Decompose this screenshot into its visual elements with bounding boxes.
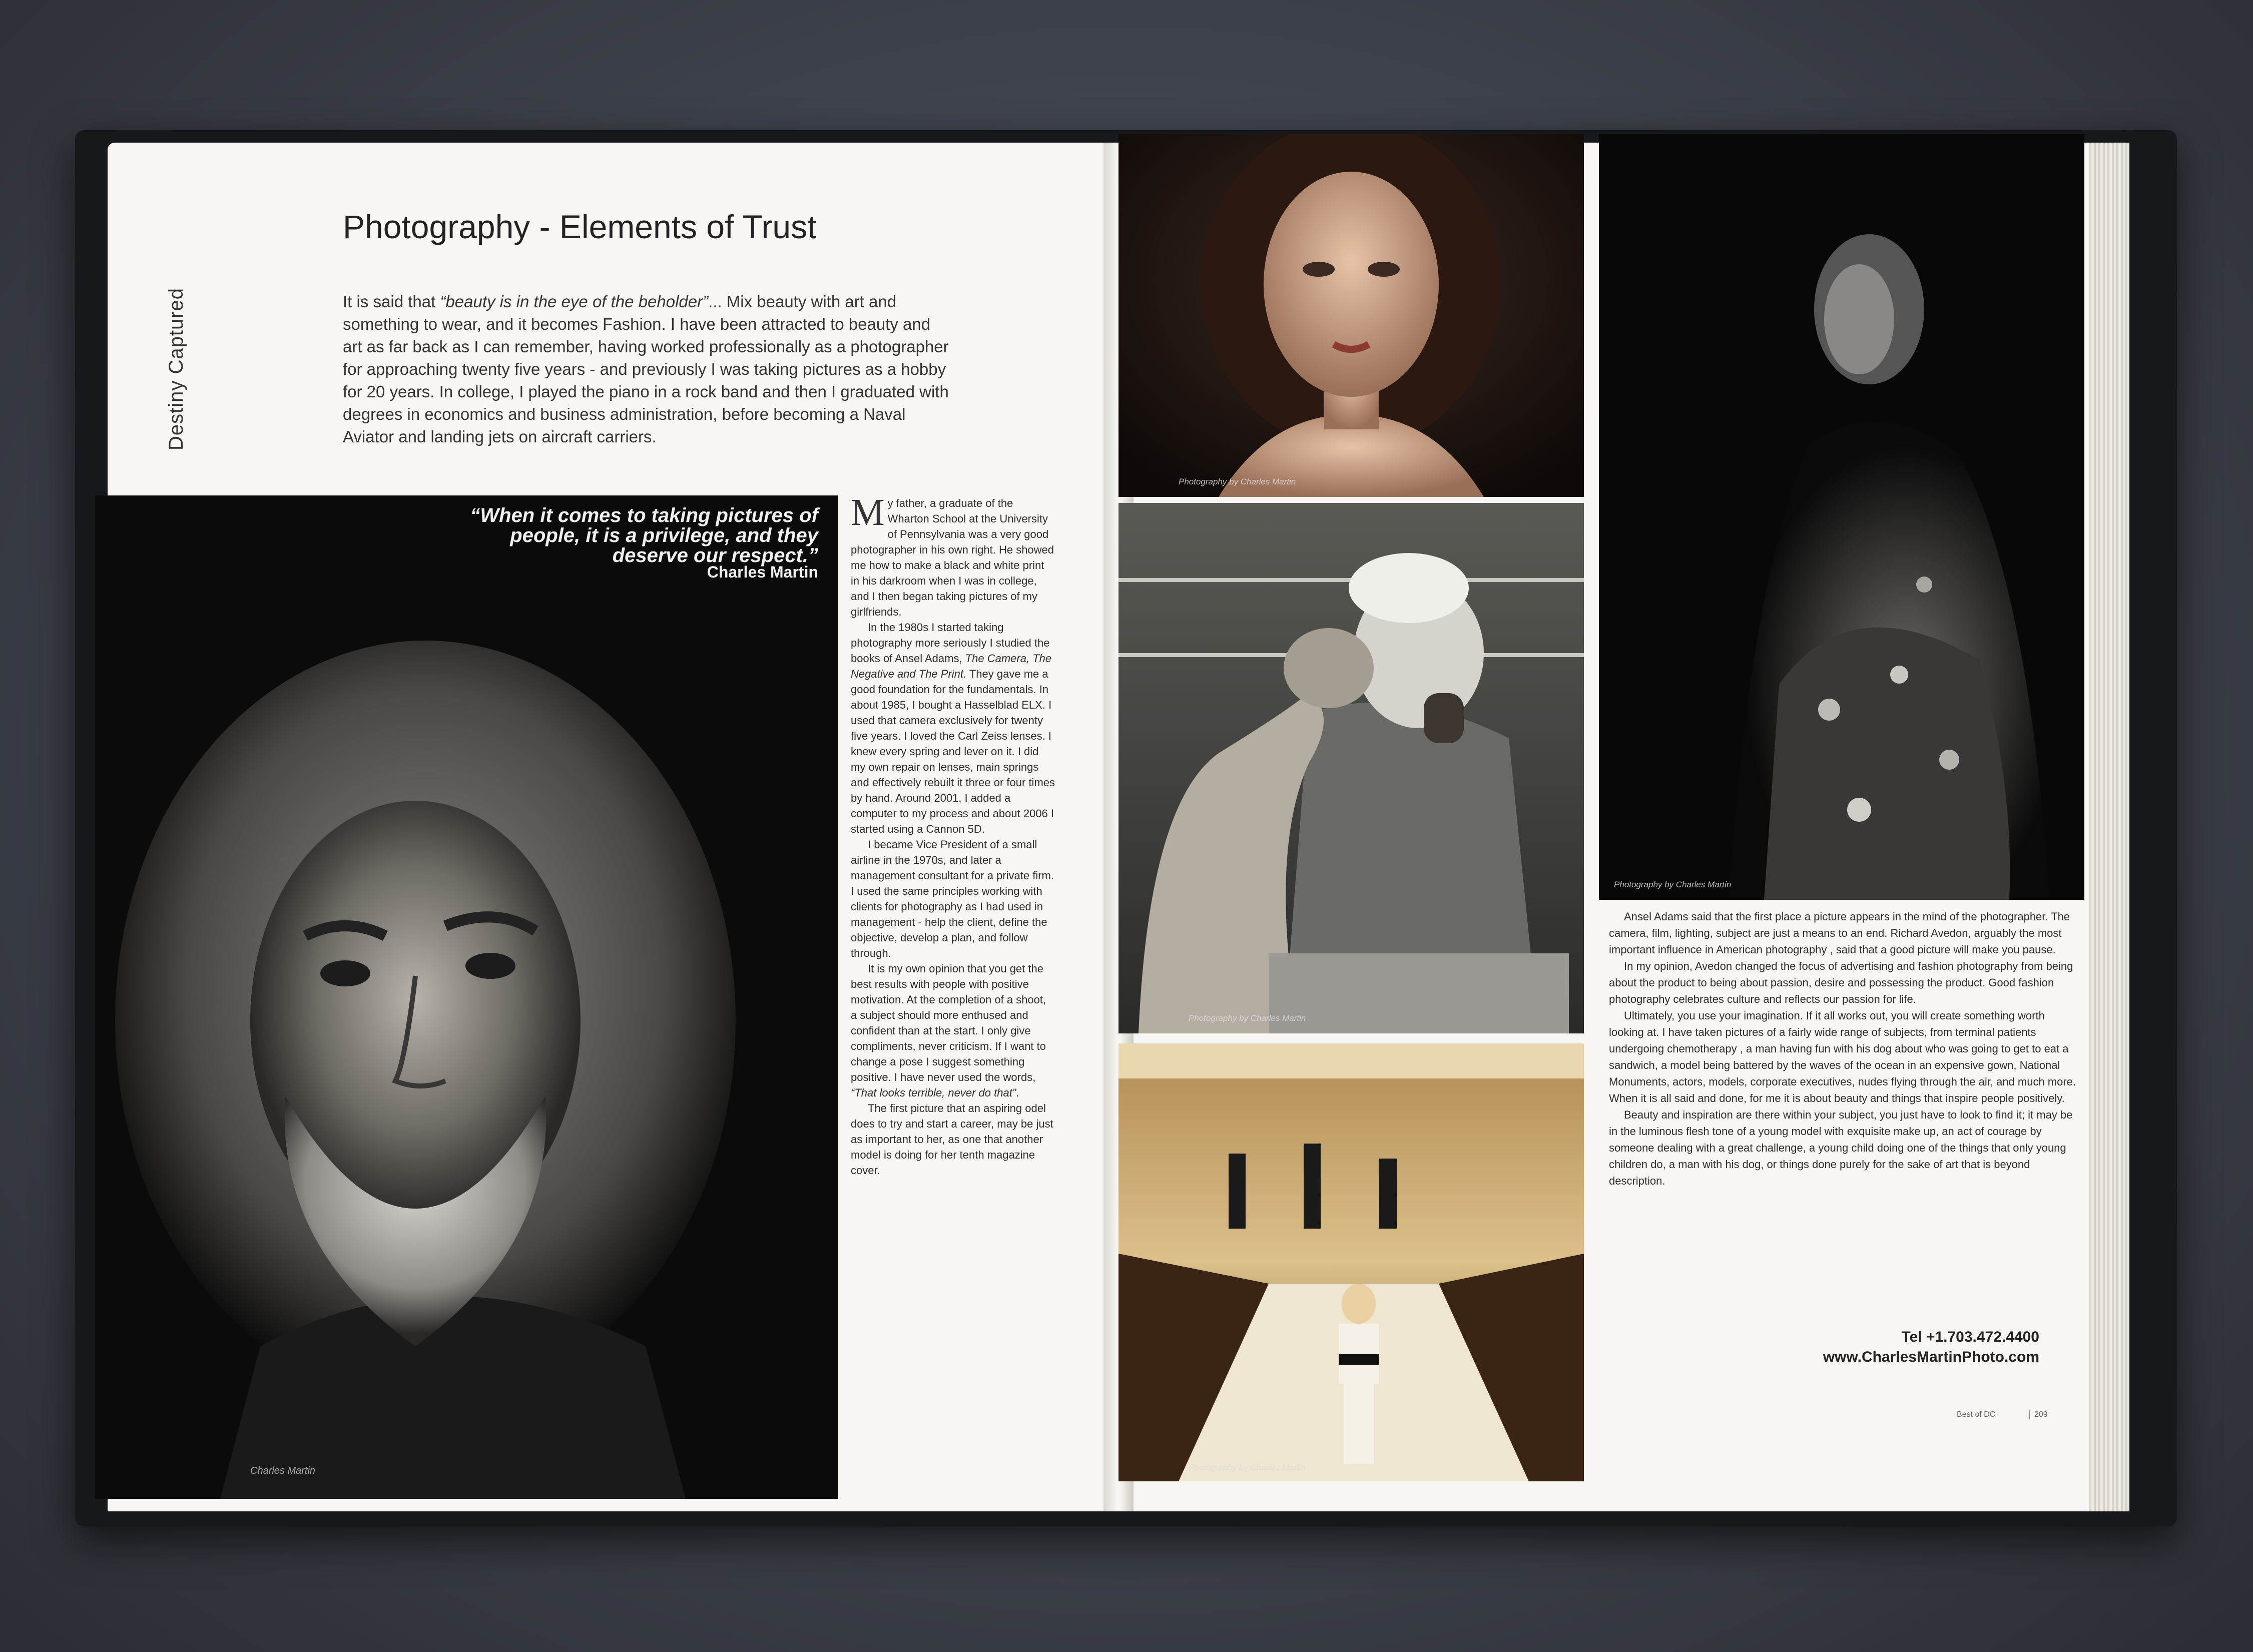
page-number: 209 [2029, 1410, 2048, 1419]
article-title: Photography - Elements of Trust [343, 208, 817, 245]
article-paragraph-3: I became Vice President of a small airline in the 1970s, and later a management consultant for a private firm. I used the same principles working with clients for photography as I had used in management - help the client, define the objective, develop a plan, and follow through. [851, 838, 1054, 959]
intro-paragraph: It is said that “beauty is in the eye of the beholder”... Mix beauty with art and something to wear, and it becomes Fashion. I have been attracted to beauty and art as far back as I can remember, having worked professionally as a photographer for approaching twenty five years - and previously I was taking pictures as a hobby for 20 years. In college, I played the piano in a rock band and then I graduated with degrees in economics and business administration, before becoming a Naval Aviator and landing jets on aircraft carriers. [343, 292, 949, 446]
article-column [851, 491, 1055, 1178]
right-paragraph-1: Ansel Adams said that the first place a picture appears in the mind of the photographer. The camera, film, lighting, subject are just a means to an end. Richard Avedon, arguably the most important influence in American photography , said that a good picture will make you pause. [1609, 910, 2070, 956]
article-paragraph-5: The first picture that an aspiring odel does to try and start a career, may be just as important to her, as one that another model is doing for her tenth magazine cover. [851, 1102, 1053, 1177]
drop-cap: M [851, 491, 885, 533]
article-paragraph-4: It is my own opinion that you get the best results with people with positive motivation. At the completion of a shoot, a subject should more enthused and confident than at the start. I only give compliments, never criticism. If I want to change a pose I suggest something positive. I have never used the words, “That looks terrible, never do that”. [851, 962, 1046, 1099]
photo-woman-portrait [1118, 134, 1584, 497]
photo-credit-runway: Photography by Charles Martin [1189, 1463, 1306, 1472]
contact-phone: Tel +1.703.472.4400 [1901, 1329, 2039, 1345]
pull-quote-author: Charles Martin [707, 563, 818, 581]
photo-credit-man-dog: Photography by Charles Martin [1189, 1013, 1306, 1023]
photo-credit-fashion: Photography by Charles Martin [1614, 880, 1732, 889]
portrait-photo [95, 495, 838, 1499]
photo-fashion-model [1599, 134, 2084, 900]
article-paragraph-1: My father, a graduate of the Wharton School at the University of Pennsylvania was a very good photographer in his own right. He showed me how to make a black and white print in his darkroom when I was in college, and I then began taking pictures of my girlfriends. [851, 491, 1054, 618]
right-column-text [1609, 908, 2077, 1189]
footer-magazine-name: Best of DC [1957, 1410, 1996, 1419]
section-label: Destiny Captured [165, 287, 187, 450]
right-paragraph-4: Beauty and inspiration are there within your subject, you just have to look to find it; it may be in the luminous flesh tone of a young model with exquisite make up, an act of courage by someone dealing with a great challenge, a young child doing one of the things that only young children do, a man with his dog, or things done purely for the sake of art that is beyond description. [1609, 1109, 2073, 1187]
portrait-credit: Charles Martin [250, 1465, 316, 1476]
photo-man-with-dog [1118, 503, 1584, 1033]
photo-credit-woman: Photography by Charles Martin [1179, 477, 1296, 486]
page-edges [2089, 143, 2129, 1511]
right-paragraph-3: Ultimately, you use your imagination. If it all works out, you will create something worth looking at. I have taken pictures of a fairly wide range of subjects, from terminal patients undergoing chemotherapy , a man having fun with his dog about who was going to get to eat a sandwich, a model being battered by the waves of the ocean in an expensive gown, National Monuments, actors, models, corporate executives, nudes flying through the air, and much more. When it is all said and done, for me it is about beauty and things that inspire people positively. [1609, 1009, 2076, 1105]
right-paragraph-2: In my opinion, Avedon changed the focus of advertising and fashion photography from being about the product to being about passion, desire and possessing the product. Good fashion photography celebrates culture and reflects our passion for life. [1609, 960, 2073, 1005]
pull-quote: “When it comes to taking pictures of people, it is a privilege, and they deserve our respect.” [470, 504, 818, 567]
contact-website: www.CharlesMartinPhoto.com [1823, 1349, 2039, 1365]
photo-runway [1118, 1043, 1584, 1481]
article-paragraph-2: In the 1980s I started taking photography more seriously I studied the books of Ansel Adams, The Camera, The Negative and The Print. They gave me a good foundation for the fundamentals. In about 1985, I bought a Hasselblad ELX. I used that camera exclusively for twenty five years. I loved the Carl Zeiss lenses. I knew every spring and lever on it. I did my own repair on lenses, main springs and effectively rebuilt it three or four times by hand. Around 2001, I added a computer to my process and about 2006 I started using a Cannon 5D. [851, 621, 1055, 835]
